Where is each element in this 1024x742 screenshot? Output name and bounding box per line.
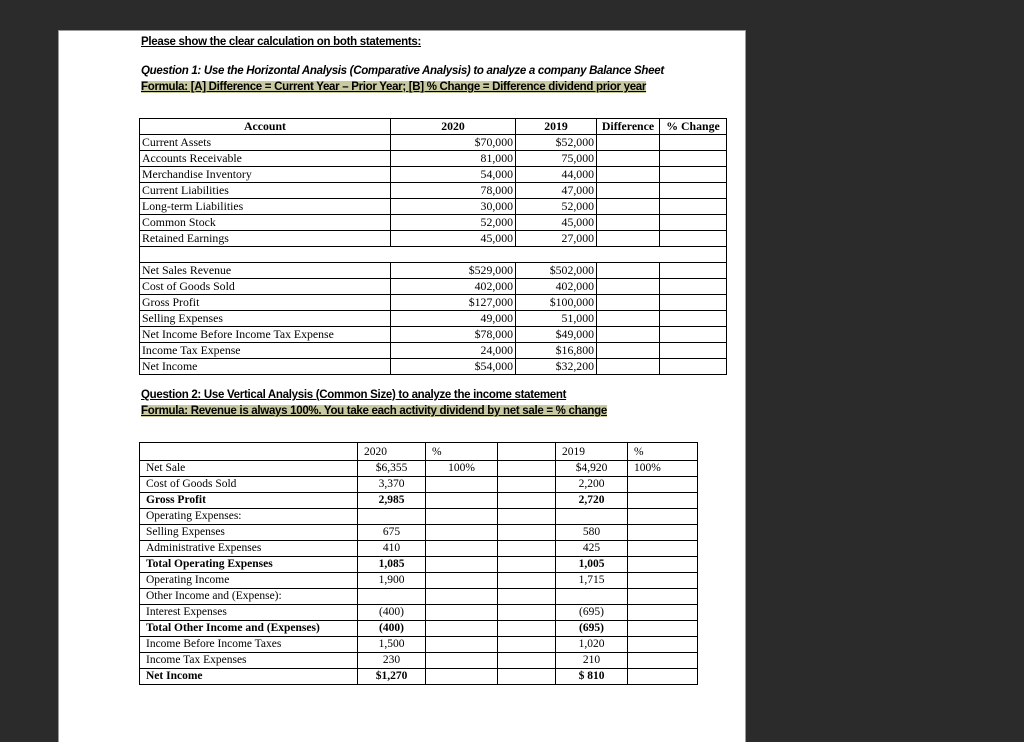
table-row xyxy=(140,295,727,311)
pct-change-cell[interactable] xyxy=(660,151,727,167)
pct-change-cell[interactable] xyxy=(660,327,727,343)
value-2020: 45,000 xyxy=(391,231,516,247)
value-2020: $127,000 xyxy=(391,295,516,311)
pct-2020-cell[interactable] xyxy=(426,605,498,621)
header-pct-2019: % xyxy=(628,443,698,461)
blank-cell[interactable] xyxy=(498,621,556,637)
value-2019: 425 xyxy=(556,541,628,557)
difference-cell[interactable] xyxy=(597,279,660,295)
line-item-label: Income Tax Expenses xyxy=(140,653,358,669)
pct-change-cell[interactable] xyxy=(660,167,727,183)
account-name: Cost of Goods Sold xyxy=(140,279,391,295)
value-2020: 230 xyxy=(358,653,426,669)
pct-2019-cell[interactable] xyxy=(628,637,698,653)
table-row xyxy=(140,215,727,231)
table-row xyxy=(140,311,727,327)
pct-change-cell[interactable] xyxy=(660,231,727,247)
value-2020: 2,985 xyxy=(358,493,426,509)
horizontal-analysis-table xyxy=(139,118,727,375)
line-item-label: Cost of Goods Sold xyxy=(140,477,358,493)
table-row xyxy=(140,461,698,477)
value-2019: 47,000 xyxy=(516,183,597,199)
difference-cell[interactable] xyxy=(597,167,660,183)
account-name: Current Assets xyxy=(140,135,391,151)
value-2019: $16,800 xyxy=(516,343,597,359)
value-2019: 2,200 xyxy=(556,477,628,493)
value-2019: $502,000 xyxy=(516,263,597,279)
difference-cell[interactable] xyxy=(597,199,660,215)
pct-2019-cell[interactable] xyxy=(628,477,698,493)
value-2020: $78,000 xyxy=(391,327,516,343)
value-2019: $ 810 xyxy=(556,669,628,685)
pct-change-cell[interactable] xyxy=(660,183,727,199)
header-2020: 2020 xyxy=(358,443,426,461)
value-2019: 1,005 xyxy=(556,557,628,573)
pct-2020-cell[interactable] xyxy=(426,509,498,525)
value-2020: 24,000 xyxy=(391,343,516,359)
question1-title: Question 1: Use the Horizontal Analysis (Comparative Analysis) to analyze a company Balance Sheet xyxy=(141,65,664,77)
value-2020: (400) xyxy=(358,621,426,637)
pct-2020-cell[interactable] xyxy=(426,573,498,589)
pct-2019-cell[interactable] xyxy=(628,573,698,589)
value-2019: 52,000 xyxy=(516,199,597,215)
blank-cell[interactable] xyxy=(498,461,556,477)
table-row xyxy=(140,279,727,295)
table-row xyxy=(140,199,727,215)
blank-cell[interactable] xyxy=(498,509,556,525)
table-row xyxy=(140,605,698,621)
value-2020: (400) xyxy=(358,605,426,621)
blank-cell[interactable] xyxy=(498,493,556,509)
value-2019: 27,000 xyxy=(516,231,597,247)
pct-2020-cell[interactable] xyxy=(426,525,498,541)
instructions-heading: Please show the clear calculation on both statements: xyxy=(141,36,421,48)
table-row xyxy=(140,151,727,167)
table-row xyxy=(140,327,727,343)
account-name: Selling Expenses xyxy=(140,311,391,327)
header-blank xyxy=(140,443,358,461)
value-2019: 580 xyxy=(556,525,628,541)
pct-2019-cell[interactable] xyxy=(628,541,698,557)
pct-change-cell[interactable] xyxy=(660,215,727,231)
header-blank-2 xyxy=(498,443,556,461)
question1-formula: Formula: [A] Difference = Current Year – Prior Year; [B] % Change = Difference dividend prior year xyxy=(141,81,647,93)
table-row xyxy=(140,557,698,573)
blank-cell[interactable] xyxy=(498,605,556,621)
difference-cell[interactable] xyxy=(597,151,660,167)
value-2019: $4,920 xyxy=(556,461,628,477)
blank-cell[interactable] xyxy=(498,557,556,573)
difference-cell[interactable] xyxy=(597,135,660,151)
blank-cell[interactable] xyxy=(498,541,556,557)
table-row xyxy=(140,669,698,685)
account-name: Current Liabilities xyxy=(140,183,391,199)
header-2019: 2019 xyxy=(556,443,628,461)
difference-cell[interactable] xyxy=(597,327,660,343)
value-2020: 1,900 xyxy=(358,573,426,589)
pct-change-cell[interactable] xyxy=(660,295,727,311)
value-2020: $54,000 xyxy=(391,359,516,375)
pct-2020-cell[interactable] xyxy=(426,493,498,509)
value-2019: 1,020 xyxy=(556,637,628,653)
income-statement-rows xyxy=(140,461,698,685)
value-2019: 210 xyxy=(556,653,628,669)
value-2020: 402,000 xyxy=(391,279,516,295)
account-name: Long-term Liabilities xyxy=(140,199,391,215)
table-row xyxy=(140,541,698,557)
pct-2020-cell[interactable] xyxy=(426,669,498,685)
difference-cell[interactable] xyxy=(597,359,660,375)
pct-change-cell[interactable] xyxy=(660,263,727,279)
pct-2020-cell[interactable] xyxy=(426,621,498,637)
line-item-label: Operating Income xyxy=(140,573,358,589)
value-2019: 44,000 xyxy=(516,167,597,183)
value-2020: 675 xyxy=(358,525,426,541)
difference-cell[interactable] xyxy=(597,343,660,359)
value-2019: (695) xyxy=(556,605,628,621)
value-2020: 81,000 xyxy=(391,151,516,167)
pct-2020-cell: 100% xyxy=(426,461,498,477)
value-2020: 49,000 xyxy=(391,311,516,327)
value-2020: 1,085 xyxy=(358,557,426,573)
table-row xyxy=(140,525,698,541)
table-header-row xyxy=(140,443,698,461)
header-pct-2020: % xyxy=(426,443,498,461)
table-row xyxy=(140,621,698,637)
value-2020: $529,000 xyxy=(391,263,516,279)
header-difference: Difference xyxy=(597,119,660,135)
balance-sheet-rows xyxy=(140,135,727,247)
pct-2019-cell[interactable] xyxy=(628,525,698,541)
value-2020: 78,000 xyxy=(391,183,516,199)
value-2019: $32,200 xyxy=(516,359,597,375)
value-2019: $100,000 xyxy=(516,295,597,311)
value-2019: (695) xyxy=(556,621,628,637)
blank-cell[interactable] xyxy=(498,637,556,653)
pct-2020-cell[interactable] xyxy=(426,653,498,669)
account-name: Retained Earnings xyxy=(140,231,391,247)
value-2020: 1,500 xyxy=(358,637,426,653)
pct-2019-cell[interactable] xyxy=(628,653,698,669)
header-2020: 2020 xyxy=(391,119,516,135)
value-2020 xyxy=(358,589,426,605)
account-name: Income Tax Expense xyxy=(140,343,391,359)
blank-cell[interactable] xyxy=(498,669,556,685)
difference-cell[interactable] xyxy=(597,263,660,279)
pct-2019-cell: 100% xyxy=(628,461,698,477)
header-pct-change: % Change xyxy=(660,119,727,135)
table-header-row xyxy=(140,119,727,135)
value-2020: 52,000 xyxy=(391,215,516,231)
table-row xyxy=(140,493,698,509)
table-row xyxy=(140,637,698,653)
pct-2019-cell[interactable] xyxy=(628,669,698,685)
value-2020: $70,000 xyxy=(391,135,516,151)
blank-cell[interactable] xyxy=(498,653,556,669)
account-name: Merchandise Inventory xyxy=(140,167,391,183)
line-item-label: Interest Expenses xyxy=(140,605,358,621)
account-name: Net Income Before Income Tax Expense xyxy=(140,327,391,343)
blank-cell[interactable] xyxy=(498,525,556,541)
spacer-row xyxy=(140,247,727,263)
account-name: Net Sales Revenue xyxy=(140,263,391,279)
pct-2020-cell[interactable] xyxy=(426,477,498,493)
income-rows xyxy=(140,263,727,375)
pct-2019-cell[interactable] xyxy=(628,493,698,509)
account-name: Net Income xyxy=(140,359,391,375)
table-row xyxy=(140,653,698,669)
vertical-analysis-table xyxy=(139,442,698,685)
table-row xyxy=(140,359,727,375)
difference-cell[interactable] xyxy=(597,311,660,327)
pct-change-cell[interactable] xyxy=(660,135,727,151)
difference-cell[interactable] xyxy=(597,215,660,231)
value-2020: $1,270 xyxy=(358,669,426,685)
value-2019 xyxy=(556,509,628,525)
value-2019: $49,000 xyxy=(516,327,597,343)
blank-cell[interactable] xyxy=(498,477,556,493)
value-2020: 54,000 xyxy=(391,167,516,183)
header-account: Account xyxy=(140,119,391,135)
value-2020: 30,000 xyxy=(391,199,516,215)
difference-cell[interactable] xyxy=(597,231,660,247)
account-name: Accounts Receivable xyxy=(140,151,391,167)
pct-2019-cell[interactable] xyxy=(628,605,698,621)
blank-cell[interactable] xyxy=(498,573,556,589)
value-2019: 45,000 xyxy=(516,215,597,231)
difference-cell[interactable] xyxy=(597,295,660,311)
table-row xyxy=(140,183,727,199)
line-item-label: Total Other Income and (Expenses) xyxy=(140,621,358,637)
document-page xyxy=(58,30,746,742)
value-2020 xyxy=(358,509,426,525)
pct-change-cell[interactable] xyxy=(660,199,727,215)
line-item-label: Income Before Income Taxes xyxy=(140,637,358,653)
pct-change-cell[interactable] xyxy=(660,279,727,295)
account-name: Gross Profit xyxy=(140,295,391,311)
value-2019: 402,000 xyxy=(516,279,597,295)
line-item-label: Other Income and (Expense): xyxy=(140,589,358,605)
value-2019: 51,000 xyxy=(516,311,597,327)
line-item-label: Selling Expenses xyxy=(140,525,358,541)
table-row xyxy=(140,477,698,493)
value-2019: 2,720 xyxy=(556,493,628,509)
difference-cell[interactable] xyxy=(597,183,660,199)
pct-change-cell[interactable] xyxy=(660,359,727,375)
header-2019: 2019 xyxy=(516,119,597,135)
value-2019: 75,000 xyxy=(516,151,597,167)
table-row xyxy=(140,343,727,359)
line-item-label: Total Operating Expenses xyxy=(140,557,358,573)
value-2019: $52,000 xyxy=(516,135,597,151)
value-2020: 410 xyxy=(358,541,426,557)
table-row xyxy=(140,231,727,247)
pct-2019-cell[interactable] xyxy=(628,621,698,637)
account-name: Common Stock xyxy=(140,215,391,231)
table-row xyxy=(140,167,727,183)
table-row xyxy=(140,135,727,151)
pct-change-cell[interactable] xyxy=(660,343,727,359)
blank-cell[interactable] xyxy=(498,589,556,605)
line-item-label: Net Sale xyxy=(140,461,358,477)
pct-2019-cell[interactable] xyxy=(628,557,698,573)
value-2020: 3,370 xyxy=(358,477,426,493)
table-row xyxy=(140,263,727,279)
question2-title: Question 2: Use Vertical Analysis (Common Size) to analyze the income statement xyxy=(141,389,567,401)
value-2020: $6,355 xyxy=(358,461,426,477)
pct-2019-cell[interactable] xyxy=(628,509,698,525)
question2-formula: Formula: Revenue is always 100%. You take each activity dividend by net sale = % change xyxy=(141,405,607,417)
pct-change-cell[interactable] xyxy=(660,311,727,327)
pct-2020-cell[interactable] xyxy=(426,589,498,605)
line-item-label: Gross Profit xyxy=(140,493,358,509)
value-2019 xyxy=(556,589,628,605)
line-item-label: Net Income xyxy=(140,669,358,685)
table-row xyxy=(140,573,698,589)
table-row xyxy=(140,509,698,525)
pct-2020-cell[interactable] xyxy=(426,557,498,573)
pct-2020-cell[interactable] xyxy=(426,637,498,653)
value-2019: 1,715 xyxy=(556,573,628,589)
line-item-label: Administrative Expenses xyxy=(140,541,358,557)
table-row xyxy=(140,589,698,605)
pct-2020-cell[interactable] xyxy=(426,541,498,557)
pct-2019-cell[interactable] xyxy=(628,589,698,605)
line-item-label: Operating Expenses: xyxy=(140,509,358,525)
